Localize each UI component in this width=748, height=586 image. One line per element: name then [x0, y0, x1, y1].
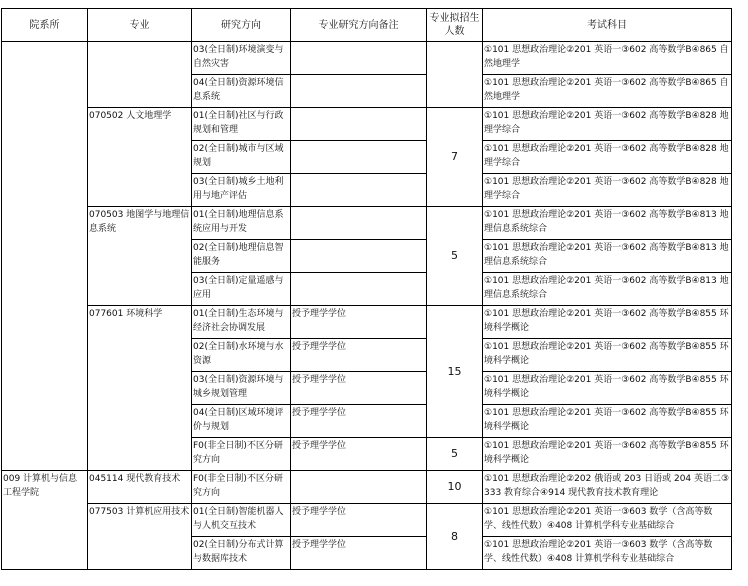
note-cell [291, 75, 427, 108]
header-quota: 专业拟招生人数 [427, 9, 483, 42]
direction-cell: 01(全日制)社区与行政规划和管理 [192, 108, 291, 141]
exam-cell: ①101 思想政治理论②201 英语一③603 数学（含高等数学、线性代数）④408 计算机学科专业基础综合 [483, 537, 732, 570]
exam-cell: ①101 思想政治理论②201 英语一③602 高等数学B④855 环境科学概论 [483, 306, 732, 339]
table-row [2, 504, 732, 537]
note-cell [291, 240, 427, 273]
direction-cell: 03(全日制)定量遥感与应用 [192, 273, 291, 306]
header-row [2, 9, 732, 42]
major-cell [88, 42, 192, 108]
dept-cell [2, 42, 88, 471]
exam-cell: ①101 思想政治理论②201 英语一③602 高等数学B④828 地理学综合 [483, 141, 732, 174]
admissions-table [1, 8, 732, 570]
dept-cell: 009 计算机与信息工程学院 [2, 471, 88, 570]
direction-cell: 01(全日制)地理信息系统应用与开发 [192, 207, 291, 240]
note-cell [291, 42, 427, 75]
direction-cell: 03(全日制)资源环境与城乡规划管理 [192, 372, 291, 405]
note-cell: 授予理学学位 [291, 405, 427, 438]
note-cell: 授予理学学位 [291, 537, 427, 570]
quota-cell: 10 [427, 471, 483, 504]
direction-cell: 02(全日制)地理信息智能服务 [192, 240, 291, 273]
exam-cell: ①101 思想政治理论②201 英语一③602 高等数学B④855 环境科学概论 [483, 405, 732, 438]
exam-cell: ①101 思想政治理论②201 英语一③602 高等数学B④813 地理信息系统综合 [483, 240, 732, 273]
header-direction: 研究方向 [192, 9, 291, 42]
exam-cell: ①101 思想政治理论②201 英语一③602 高等数学B④855 环境科学概论 [483, 339, 732, 372]
exam-cell: ①101 思想政治理论②201 英语一③602 高等数学B④828 地理学综合 [483, 174, 732, 207]
table-row [2, 207, 732, 240]
note-cell [291, 471, 427, 504]
direction-cell: 01(全日制)生态环境与经济社会协调发展 [192, 306, 291, 339]
header-dept: 院系所 [2, 9, 88, 42]
direction-cell: 02(全日制)城市与区域规划 [192, 141, 291, 174]
major-cell: 070502 人文地理学 [88, 108, 192, 207]
exam-cell: ①101 思想政治理论②201 英语一③602 高等数学B④828 地理学综合 [483, 108, 732, 141]
exam-cell: ①101 思想政治理论②201 英语一③602 高等数学B④855 环境科学概论 [483, 438, 732, 471]
note-cell: 授予理学学位 [291, 372, 427, 405]
exam-cell: ①101 思想政治理论②201 英语一③602 高等数学B④865 自然地理学 [483, 75, 732, 108]
direction-cell: 03(全日制)环境演变与自然灾害 [192, 42, 291, 75]
note-cell [291, 207, 427, 240]
note-cell [291, 108, 427, 141]
table-row [2, 108, 732, 141]
exam-cell: ①101 思想政治理论②201 英语一③602 高等数学B④865 自然地理学 [483, 42, 732, 75]
major-cell: 077503 计算机应用技术 [88, 504, 192, 570]
direction-cell: F0(非全日制)不区分研究方向 [192, 471, 291, 504]
header-note: 专业研究方向备注 [291, 9, 427, 42]
direction-cell: 01(全日制)智能机器人与人机交互技术 [192, 504, 291, 537]
quota-cell [427, 42, 483, 108]
exam-cell: ①101 思想政治理论②202 俄语或 203 日语或 204 英语二③333 教育综合④914 现代教育技术教育理论 [483, 471, 732, 504]
table-row [2, 471, 732, 504]
note-cell: 授予理学学位 [291, 504, 427, 537]
major-cell: 045114 现代教育技术 [88, 471, 192, 504]
major-cell: 070503 地图学与地理信息系统 [88, 207, 192, 306]
note-cell [291, 174, 427, 207]
exam-cell: ①101 思想政治理论②201 英语一③602 高等数学B④813 地理信息系统综合 [483, 273, 732, 306]
header-exam: 考试科目 [483, 9, 732, 42]
quota-cell: 15 [427, 306, 483, 438]
quota-cell: 5 [427, 438, 483, 471]
note-cell [291, 141, 427, 174]
quota-cell: 8 [427, 504, 483, 570]
header-major: 专业 [88, 9, 192, 42]
direction-cell: F0(非全日制)不区分研究方向 [192, 438, 291, 471]
direction-cell: 04(全日制)资源环境信息系统 [192, 75, 291, 108]
exam-cell: ①101 思想政治理论②201 英语一③603 数学（含高等数学、线性代数）④408 计算机学科专业基础综合 [483, 504, 732, 537]
direction-cell: 02(全日制)分布式计算与数据库技术 [192, 537, 291, 570]
quota-cell: 7 [427, 108, 483, 207]
note-cell [291, 273, 427, 306]
note-cell: 授予理学学位 [291, 339, 427, 372]
quota-cell: 5 [427, 207, 483, 306]
direction-cell: 03(全日制)城乡土地利用与地产评估 [192, 174, 291, 207]
direction-cell: 04(全日制)区域环境评价与规划 [192, 405, 291, 438]
direction-cell: 02(全日制)水环境与水资源 [192, 339, 291, 372]
note-cell: 授予理学学位 [291, 306, 427, 339]
major-cell: 077601 环境科学 [88, 306, 192, 471]
table-row [2, 42, 732, 75]
exam-cell: ①101 思想政治理论②201 英语一③602 高等数学B④855 环境科学概论 [483, 372, 732, 405]
table-row [2, 306, 732, 339]
exam-cell: ①101 思想政治理论②201 英语一③602 高等数学B④813 地理信息系统综合 [483, 207, 732, 240]
note-cell: 授予理学学位 [291, 438, 427, 471]
